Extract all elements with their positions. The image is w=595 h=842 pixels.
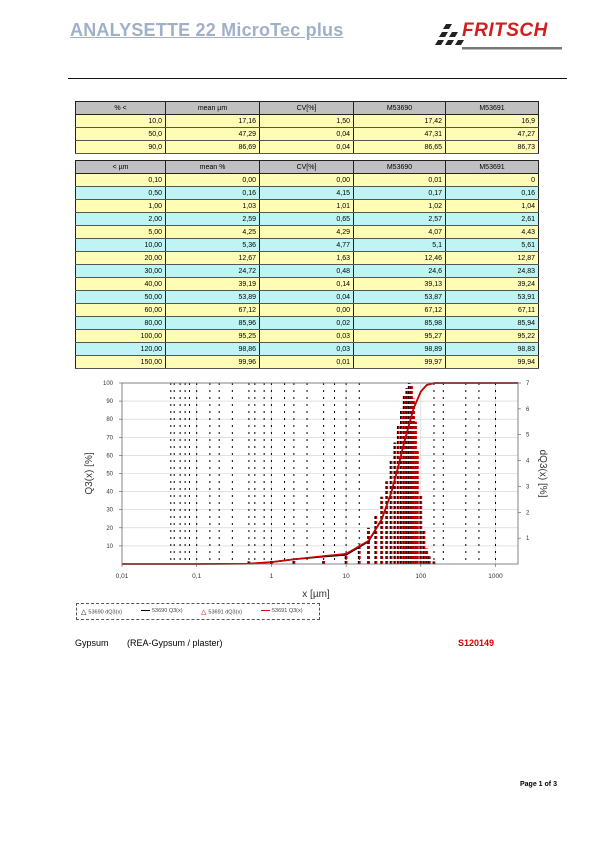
- table-row: [76, 226, 539, 239]
- table-cell: 10,0: [76, 115, 166, 128]
- column-header: M53690: [354, 161, 446, 174]
- table-cell: 24,83: [446, 265, 539, 278]
- table-cell: 67,11: [446, 304, 539, 317]
- y2-tick-label: 2: [526, 510, 530, 517]
- chart-legend: [76, 603, 320, 620]
- x-tick-label: 10: [342, 573, 350, 580]
- table-cell: 0,04: [260, 291, 354, 304]
- sample-id: S120149: [458, 638, 495, 648]
- table-cell: 4,43: [446, 226, 539, 239]
- table-cell: 90,0: [76, 141, 166, 154]
- table-cell: 1,63: [260, 252, 354, 265]
- table-cell: 99,97: [354, 356, 446, 369]
- table-row: [76, 317, 539, 330]
- table-cell: 85,96: [166, 317, 260, 330]
- table-cell: 4,25: [166, 226, 260, 239]
- page-number: Page 1 of 3: [520, 781, 557, 788]
- table-cell: 0,17: [354, 187, 446, 200]
- table-cell: 50,00: [76, 291, 166, 304]
- table-cell: 50,0: [76, 128, 166, 141]
- table-cell: 0,03: [260, 343, 354, 356]
- table-cell: 1,03: [166, 200, 260, 213]
- table-cell: 99,94: [446, 356, 539, 369]
- table-cell: 30,00: [76, 265, 166, 278]
- table-cell: 1,02: [354, 200, 446, 213]
- table-cell: 5,1: [354, 239, 446, 252]
- table-cell: 0,01: [260, 356, 354, 369]
- column-header: M53691: [446, 102, 539, 115]
- table-cell: 0,50: [76, 187, 166, 200]
- line-swatch-icon: [141, 610, 150, 611]
- y-tick-label: 100: [102, 381, 113, 387]
- table-cell: 16,9: [446, 115, 539, 128]
- x-tick-label: 1000: [488, 573, 503, 580]
- y-tick-label: 40: [106, 489, 113, 496]
- table-cell: 2,57: [354, 213, 446, 226]
- y-tick-label: 90: [106, 399, 113, 406]
- table-cell: 0,14: [260, 278, 354, 291]
- table-cell: 4,07: [354, 226, 446, 239]
- column-header: % <: [76, 102, 166, 115]
- table-cell: 1,01: [260, 200, 354, 213]
- column-header: mean µm: [166, 102, 260, 115]
- table-cell: 12,46: [354, 252, 446, 265]
- density-swatch-icon: △: [81, 609, 87, 616]
- table-cell: 0,04: [260, 128, 354, 141]
- table-cell: 2,00: [76, 213, 166, 226]
- particle-size-chart: [70, 376, 570, 606]
- x-tick-label: 1: [269, 573, 274, 580]
- y2-tick-label: 3: [526, 484, 530, 491]
- sample-description: (REA-Gypsum / plaster): [127, 638, 223, 648]
- table-row: [76, 343, 539, 356]
- table-cell: 0,16: [446, 187, 539, 200]
- y2-tick-label: 4: [526, 458, 530, 465]
- table-cell: 0,01: [354, 174, 446, 187]
- table-cell: 4,29: [260, 226, 354, 239]
- column-header: CV[%]: [260, 102, 354, 115]
- column-header: mean %: [166, 161, 260, 174]
- table-row: [76, 187, 539, 200]
- header-divider: [68, 78, 567, 79]
- table-cell: 95,25: [166, 330, 260, 343]
- y-axis-label: Q3(x) [%]: [84, 452, 95, 495]
- column-header: M53690: [354, 102, 446, 115]
- table-cell: 86,69: [166, 141, 260, 154]
- y2-axis-label: dQ3(x) [%]: [537, 449, 548, 498]
- table-cell: 12,87: [446, 252, 539, 265]
- table-cell: 10,00: [76, 239, 166, 252]
- table-cell: 4,15: [260, 187, 354, 200]
- table-cell: 80,00: [76, 317, 166, 330]
- x-axis-label: x [µm]: [302, 589, 330, 600]
- sample-name: Gypsum: [75, 638, 109, 648]
- table-cell: 85,98: [354, 317, 446, 330]
- y-tick-label: 30: [106, 507, 113, 514]
- table-cell: 47,31: [354, 128, 446, 141]
- table-cell: 67,12: [166, 304, 260, 317]
- table-cell: 98,86: [166, 343, 260, 356]
- table-cell: 24,6: [354, 265, 446, 278]
- y2-tick-label: 6: [526, 406, 530, 413]
- size-table: [75, 160, 539, 369]
- line-swatch-icon: [261, 610, 270, 611]
- table-cell: 4,77: [260, 239, 354, 252]
- table-row: [76, 239, 539, 252]
- page-title: ANALYSETTE 22 MicroTec plus: [70, 20, 344, 40]
- table-row: [76, 304, 539, 317]
- table-cell: 60,00: [76, 304, 166, 317]
- table-cell: 0,10: [76, 174, 166, 187]
- legend-label: 53690 dQ3(x): [88, 609, 123, 616]
- table-cell: 20,00: [76, 252, 166, 265]
- table-cell: 85,94: [446, 317, 539, 330]
- table-cell: 1,04: [446, 200, 539, 213]
- y-tick-label: 60: [106, 453, 113, 460]
- x-tick-label: 0,01: [115, 573, 129, 580]
- table-cell: 53,89: [166, 291, 260, 304]
- column-header: < µm: [76, 161, 166, 174]
- table-cell: 150,00: [76, 356, 166, 369]
- legend-item: [141, 608, 183, 614]
- y2-tick-label: 5: [526, 432, 530, 439]
- legend-item: [201, 608, 242, 616]
- logo-text: FRITSCH: [462, 20, 548, 41]
- table-cell: 0,16: [166, 187, 260, 200]
- table-row: [76, 265, 539, 278]
- table-cell: 95,22: [446, 330, 539, 343]
- table-row: [76, 330, 539, 343]
- x-tick-label: 0,1: [192, 573, 202, 580]
- table-row: [76, 128, 539, 141]
- column-header: CV[%]: [260, 161, 354, 174]
- table-cell: 39,19: [166, 278, 260, 291]
- table-cell: 0,65: [260, 213, 354, 226]
- table-cell: 1,50: [260, 115, 354, 128]
- table-cell: 2,61: [446, 213, 539, 226]
- table-cell: 0,00: [260, 174, 354, 187]
- table-row: [76, 356, 539, 369]
- y2-tick-label: 7: [526, 381, 530, 387]
- table-cell: 5,36: [166, 239, 260, 252]
- table-cell: 0: [446, 174, 539, 187]
- table-cell: 2,59: [166, 213, 260, 226]
- table-cell: 67,12: [354, 304, 446, 317]
- legend-label: 53690 Q3(x): [152, 608, 183, 614]
- table-cell: 47,27: [446, 128, 539, 141]
- percentile-table: [75, 101, 539, 154]
- table-cell: 5,00: [76, 226, 166, 239]
- table-header-row: [76, 161, 539, 174]
- table-cell: 0,48: [260, 265, 354, 278]
- y-tick-label: 10: [106, 543, 113, 550]
- y2-tick-label: 1: [526, 536, 530, 543]
- table-cell: 1,00: [76, 200, 166, 213]
- table-cell: 100,00: [76, 330, 166, 343]
- table-row: [76, 115, 539, 128]
- table-cell: 17,16: [166, 115, 260, 128]
- legend-item: [81, 608, 122, 616]
- table-cell: 0,02: [260, 317, 354, 330]
- table-cell: 40,00: [76, 278, 166, 291]
- table-row: [76, 213, 539, 226]
- table-cell: 47,29: [166, 128, 260, 141]
- table-cell: 12,67: [166, 252, 260, 265]
- y-tick-label: 20: [106, 525, 113, 532]
- table-cell: 17,42: [354, 115, 446, 128]
- table-cell: 39,13: [354, 278, 446, 291]
- table-cell: 99,96: [166, 356, 260, 369]
- table-row: [76, 174, 539, 187]
- legend-label: 53691 Q3(x): [272, 608, 303, 614]
- table-cell: 86,65: [354, 141, 446, 154]
- table-row: [76, 141, 539, 154]
- y-tick-label: 80: [106, 417, 113, 424]
- table-cell: 0,00: [166, 174, 260, 187]
- table-cell: 39,24: [446, 278, 539, 291]
- y-tick-label: 50: [106, 471, 113, 478]
- table-cell: 0,04: [260, 141, 354, 154]
- table-cell: 86,73: [446, 141, 539, 154]
- table-row: [76, 291, 539, 304]
- density-swatch-icon: △: [201, 609, 207, 616]
- table-row: [76, 252, 539, 265]
- table-cell: 98,89: [354, 343, 446, 356]
- table-cell: 5,61: [446, 239, 539, 252]
- table-cell: 53,87: [354, 291, 446, 304]
- table-cell: 24,72: [166, 265, 260, 278]
- y-tick-label: 70: [106, 435, 113, 442]
- x-tick-label: 100: [415, 573, 427, 580]
- table-cell: 95,27: [354, 330, 446, 343]
- legend-item: [261, 608, 303, 614]
- table-cell: 0,03: [260, 330, 354, 343]
- legend-label: 53691 dQ3(x): [208, 609, 243, 616]
- table-cell: 120,00: [76, 343, 166, 356]
- table-row: [76, 200, 539, 213]
- table-cell: 53,91: [446, 291, 539, 304]
- table-cell: 0,00: [260, 304, 354, 317]
- table-header-row: [76, 102, 539, 115]
- table-cell: 98,83: [446, 343, 539, 356]
- table-row: [76, 278, 539, 291]
- column-header: M53691: [446, 161, 539, 174]
